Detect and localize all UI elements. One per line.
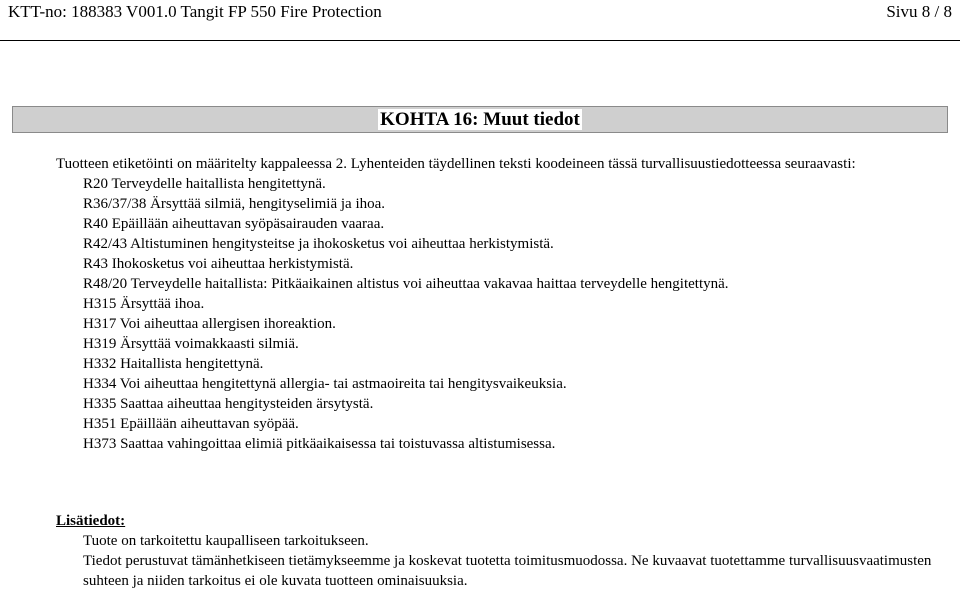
hazard-phrase: H319 Ärsyttää voimakkaasti silmiä. <box>83 336 299 352</box>
hazard-phrase: R48/20 Terveydelle haitallista: Pitkäaikainen altistus voi aiheuttaa vakavaa haittaa terveydelle hengitettynä. <box>83 276 729 292</box>
hazard-phrase: H334 Voi aiheuttaa hengitettynä allergia- tai astmaoireita tai hengitysvaikeuksia. <box>83 376 567 392</box>
hazard-phrase: H315 Ärsyttää ihoa. <box>83 296 205 312</box>
hazard-phrase-list <box>56 174 952 454</box>
document-id: KTT-no: 188383 V001.0 Tangit FP 550 Fire Protection <box>8 2 382 21</box>
page-header <box>8 0 952 26</box>
hazard-phrase: H317 Voi aiheuttaa allergisen ihoreaktion. <box>83 316 336 332</box>
header-divider <box>0 40 960 41</box>
hazard-phrase: R20 Terveydelle haitallista hengitettynä. <box>83 176 326 192</box>
hazard-phrase: R36/37/38 Ärsyttää silmiä, hengityselimiä ja ihoa. <box>83 196 386 212</box>
additional-info-line: Tiedot perustuvat tämänhetkiseen tietämykseemme ja koskevat tuotetta toimitusmuodossa. Ne kuvaavat tuotettamme turvallisuusvaatimusten suhteen ja niiden tarkoitus ei ole kuvata tuotteen ominaisuuksia. <box>83 553 932 589</box>
additional-info-line: Tuote on tarkoitettu kaupalliseen tarkoitukseen. <box>83 533 369 549</box>
section-title <box>13 107 947 132</box>
section-title-text: KOHTA 16: Muut tiedot <box>380 109 580 130</box>
hazard-phrase: H351 Epäillään aiheuttavan syöpää. <box>83 416 299 432</box>
labeling-intro: Tuotteen etiketöinti on määritelty kappaleessa 2. Lyhenteiden täydellinen teksti koodeineen tässä turvallisuustiedotteessa seuraavasti: <box>56 156 856 172</box>
hazard-phrase: H332 Haitallista hengitettynä. <box>83 356 264 372</box>
labeling-section <box>56 154 952 454</box>
additional-info-body <box>56 531 952 591</box>
hazard-phrase: H335 Saattaa aiheuttaa hengitysteiden ärsytystä. <box>83 396 374 412</box>
additional-info-heading: Lisätiedot: <box>56 513 126 529</box>
hazard-phrase: R40 Epäillään aiheuttavan syöpäsairauden vaaraa. <box>83 216 385 232</box>
additional-info-section <box>56 511 952 591</box>
hazard-phrase: R43 Ihokosketus voi aiheuttaa herkistymistä. <box>83 256 354 272</box>
page-number: Sivu 8 / 8 <box>886 2 952 21</box>
section-header-bar <box>12 106 948 133</box>
hazard-phrase: R42/43 Altistuminen hengitysteitse ja ihokosketus voi aiheuttaa herkistymistä. <box>83 236 554 252</box>
hazard-phrase: H373 Saattaa vahingoittaa elimiä pitkäaikaisessa tai toistuvassa altistumisessa. <box>83 436 556 452</box>
